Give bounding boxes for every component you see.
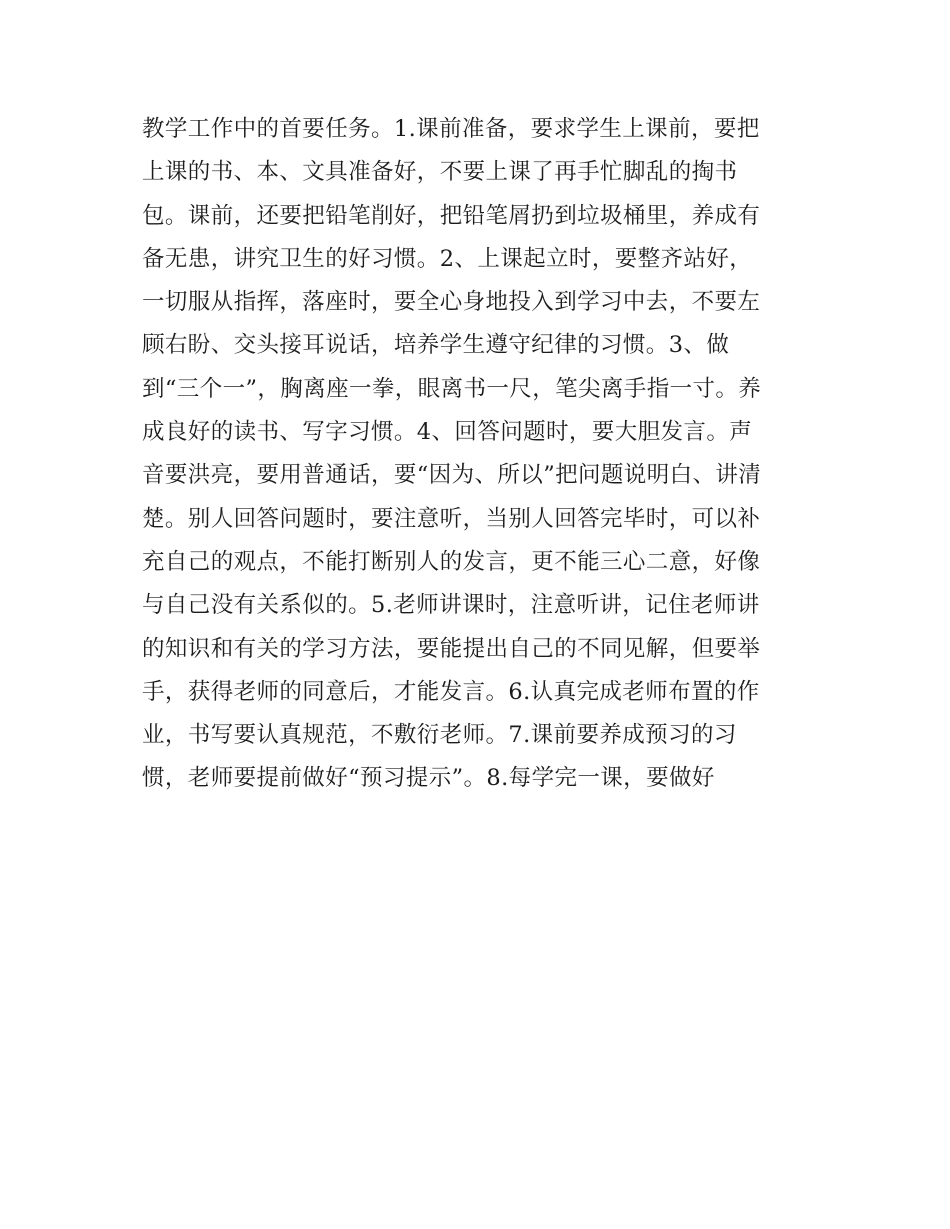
text-line: 上课的书、本、文具准备好，不要上课了再手忙脚乱的掏书	[142, 159, 738, 186]
text-line: 到“三个一”，胸离座一拳，眼离书一尺，笔尖离手指一寸。养	[142, 375, 762, 402]
text-line: 教学工作中的首要任务。1.课前准备，要求学生上课前，要把	[142, 116, 760, 142]
text-line: 充自己的观点，不能打断别人的发言，更不能三心二意，好像	[142, 548, 761, 575]
text-line: 的知识和有关的学习方法，要能提出自己的不同见解，但要举	[142, 635, 761, 662]
text-line: 惯，老师要提前做好“预习提示”。8.每学完一课，要做好	[142, 765, 715, 792]
text-line: 一切服从指挥，落座时，要全心身地投入到学习中去，不要左	[142, 289, 761, 316]
text-line: 包。课前，还要把铅笔削好，把铅笔屑扔到垃圾桶里，养成有	[142, 202, 761, 229]
text-line: 手，获得老师的同意后，才能发言。6.认真完成老师布置的作	[142, 678, 760, 705]
text-line: 业，书写要认真规范，不敷衍老师。7.课前要养成预习的习	[142, 722, 737, 749]
text-line: 备无患，讲究卫生的好习惯。2、上课起立时，要整齐站好，	[142, 245, 753, 272]
text-line: 顾右盼、交头接耳说话，培养学生遵守纪律的习惯。3、做	[142, 332, 730, 359]
text-line: 与自己没有关系似的。5.老师讲课时，注意听讲，记住老师讲	[142, 592, 760, 619]
text-line: 楚。别人回答问题时，要注意听，当别人回答完毕时，可以补	[142, 505, 761, 532]
body-paragraph	[142, 108, 832, 801]
text-line: 成良好的读书、写字习惯。4、回答问题时，要大胆发言。声	[142, 419, 753, 446]
text-line: 音要洪亮，要用普通话，要“因为、所以”把问题说明白、讲清	[142, 462, 762, 489]
